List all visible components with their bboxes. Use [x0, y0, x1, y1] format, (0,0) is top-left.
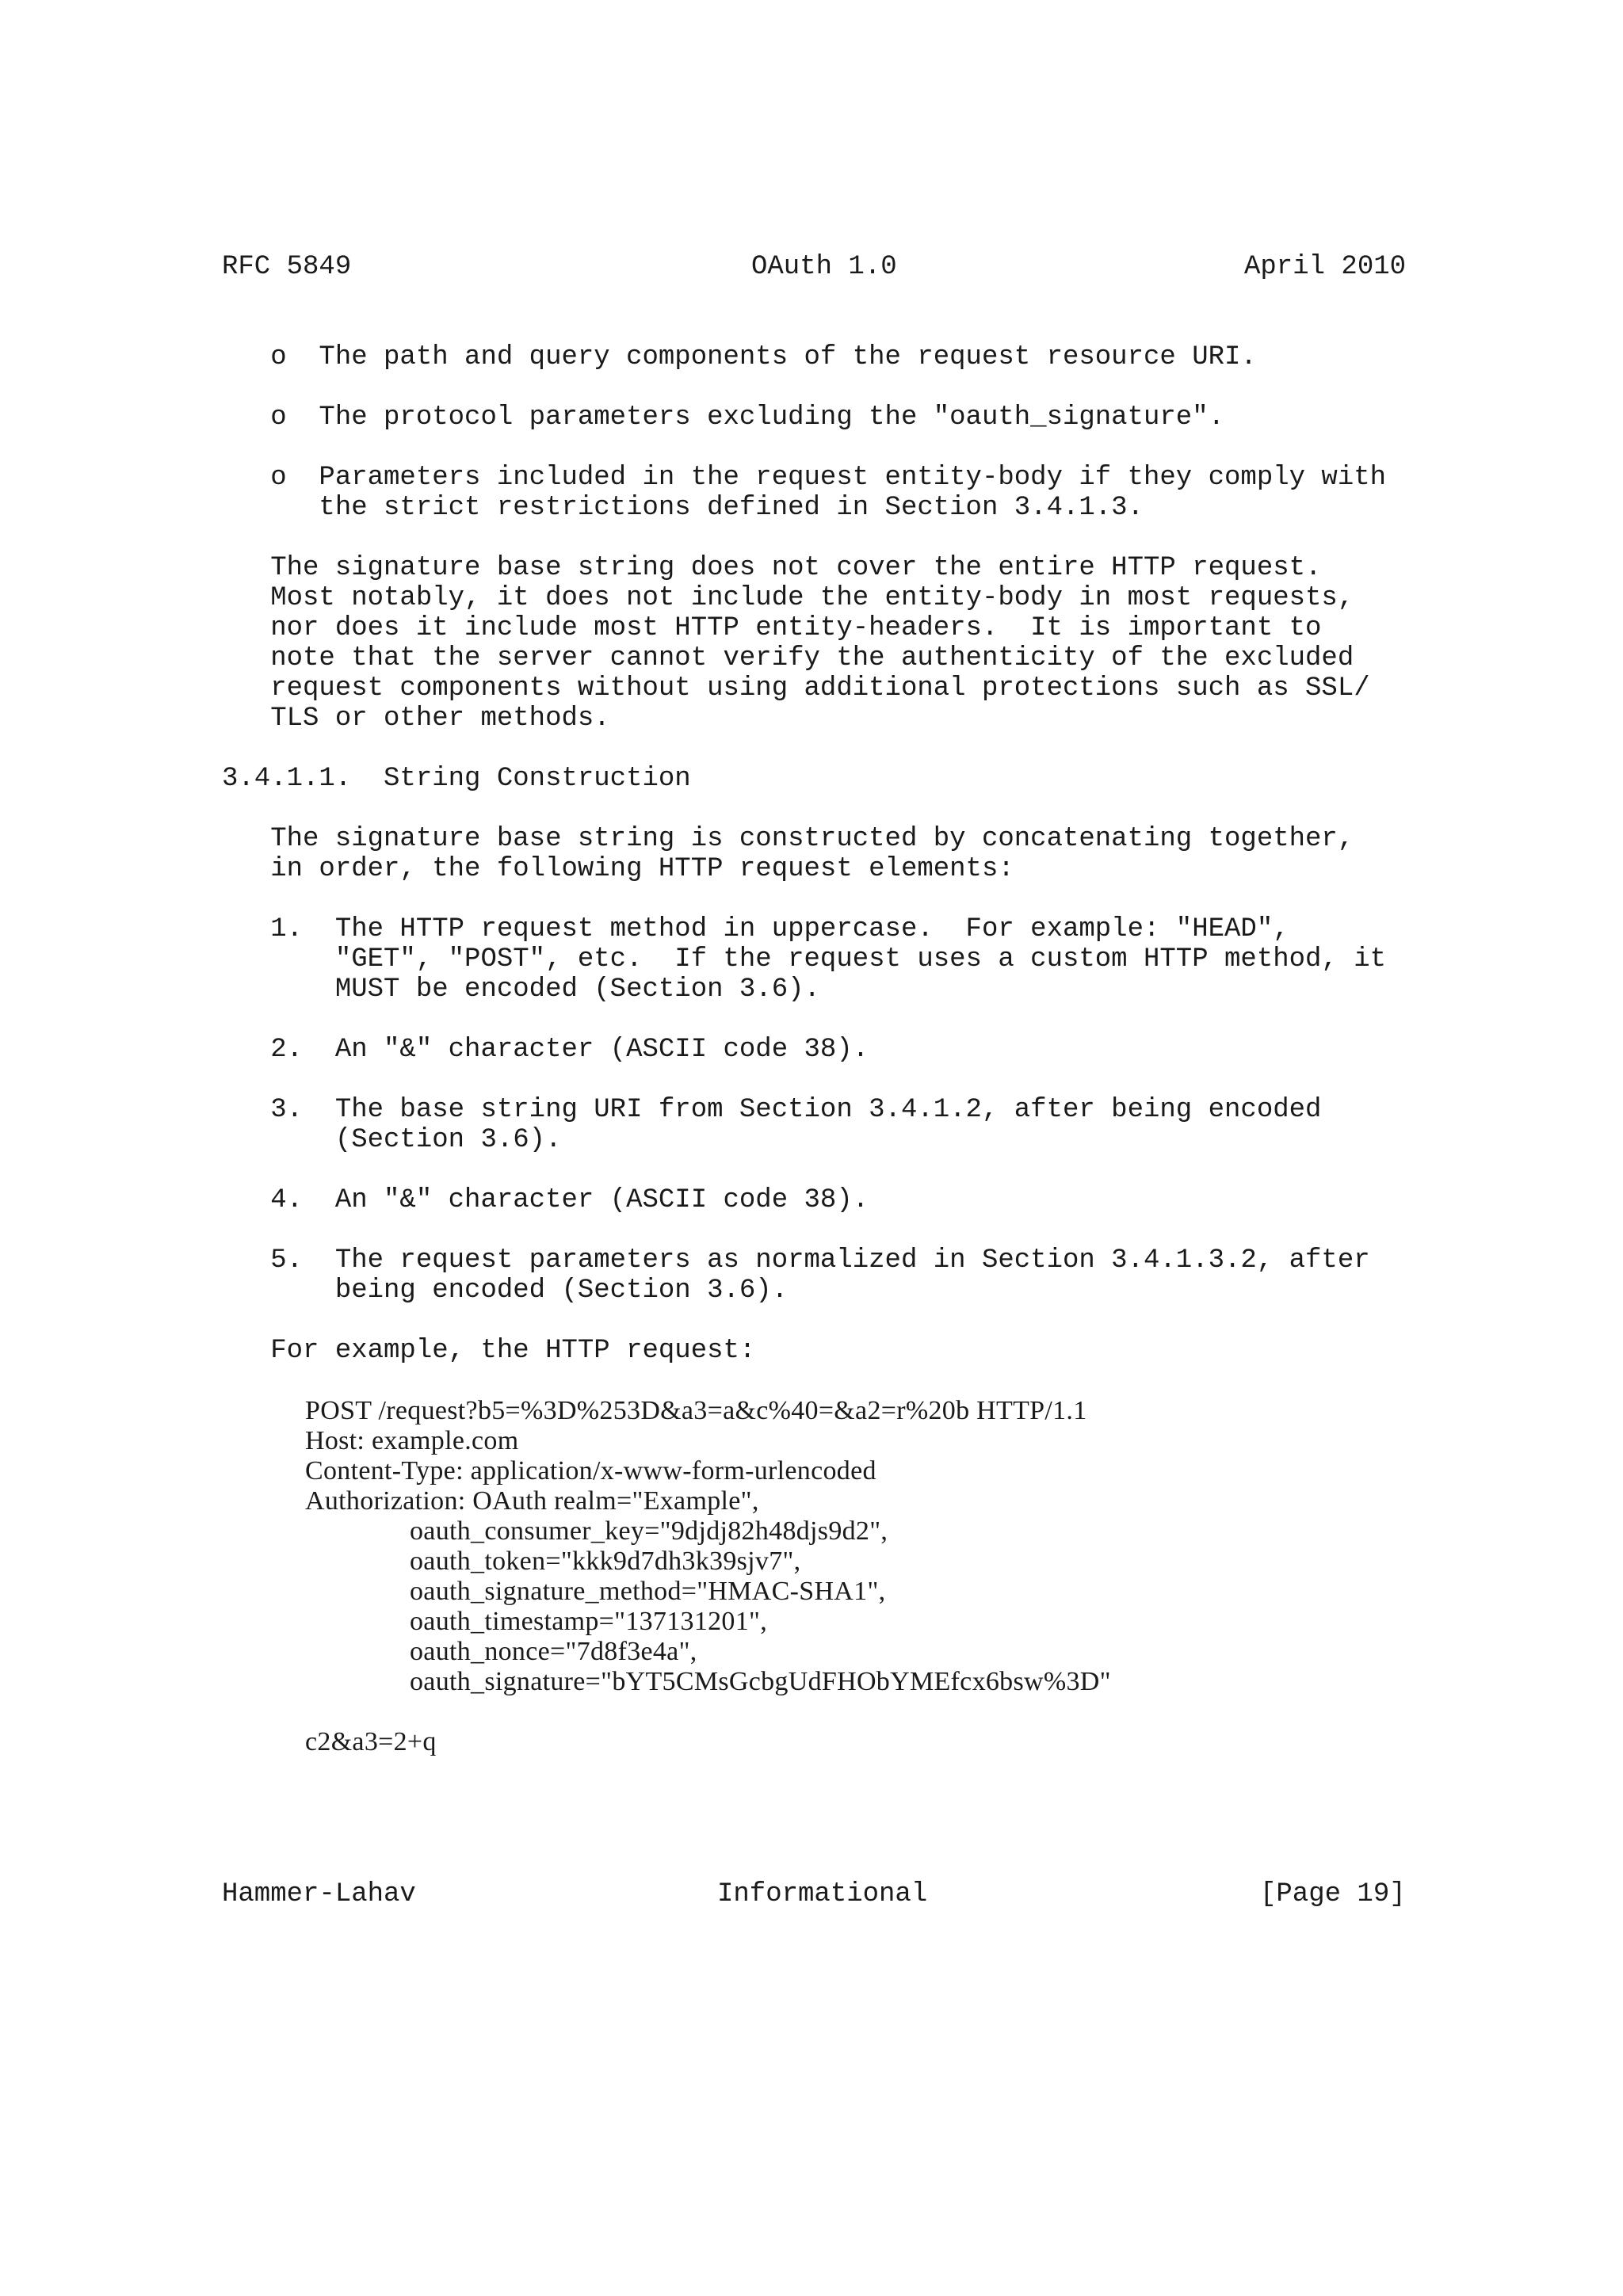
numbered-item-2: 2. An "&" character (ASCII code 38).: [222, 1035, 869, 1065]
code-auth-param: oauth_consumer_key="9djdj82h48djs9d2",: [305, 1516, 888, 1546]
header-title: OAuth 1.0: [751, 252, 897, 282]
numbered-item-3-cont: (Section 3.6).: [222, 1125, 562, 1155]
paragraph-line: TLS or other methods.: [222, 704, 610, 734]
bullet-entity-body-line1: o Parameters included in the request entity-body if they comply with: [222, 463, 1387, 493]
code-host-line: Host: example.com: [305, 1426, 519, 1455]
header-date: April 2010: [1244, 252, 1407, 282]
code-authorization-line: Authorization: OAuth realm="Example",: [305, 1486, 759, 1516]
footer-category: Informational: [717, 1879, 928, 1909]
footer-page-number: [Page 19]: [1260, 1879, 1406, 1909]
numbered-item-5-cont: being encoded (Section 3.6).: [222, 1276, 789, 1306]
example-intro: For example, the HTTP request:: [222, 1336, 756, 1366]
paragraph-line: in order, the following HTTP request elements:: [222, 854, 1014, 884]
code-auth-param: oauth_token="kkk9d7dh3k39sjv7",: [305, 1547, 801, 1576]
code-auth-param: oauth_nonce="7d8f3e4a",: [305, 1637, 697, 1666]
numbered-item-4: 4. An "&" character (ASCII code 38).: [222, 1185, 869, 1215]
paragraph-line: The signature base string does not cover the entire HTTP request.: [222, 553, 1322, 583]
footer-author: Hammer-Lahav: [222, 1879, 416, 1909]
header-rfc-number: RFC 5849: [222, 252, 352, 282]
bullet-entity-body-line2: the strict restrictions defined in Section 3.4.1.3.: [222, 493, 1144, 523]
paragraph-line: Most notably, it does not include the entity-body in most requests,: [222, 583, 1354, 613]
paragraph-line: note that the server cannot verify the authenticity of the excluded: [222, 643, 1354, 673]
section-heading: 3.4.1.1. String Construction: [222, 764, 691, 794]
code-auth-param: oauth_signature="bYT5CMsGcbgUdFHObYMEfcx6bsw%3D": [305, 1667, 1111, 1696]
code-auth-param: oauth_signature_method="HMAC-SHA1",: [305, 1577, 886, 1606]
numbered-item-1: 1. The HTTP request method in uppercase. For example: "HEAD",: [222, 914, 1289, 944]
bullet-path-query: o The path and query components of the request resource URI.: [222, 342, 1257, 372]
numbered-item-3: 3. The base string URI from Section 3.4.1.2, after being encoded: [222, 1095, 1322, 1125]
numbered-item-1-cont: MUST be encoded (Section 3.6).: [222, 974, 820, 1005]
code-auth-param: oauth_timestamp="137131201",: [305, 1607, 768, 1636]
paragraph-line: nor does it include most HTTP entity-headers. It is important to: [222, 613, 1322, 643]
code-body-line: c2&a3=2+q: [305, 1727, 437, 1756]
paragraph-line: request components without using additional protections such as SSL/: [222, 673, 1370, 704]
paragraph-line: The signature base string is constructed by concatenating together,: [222, 824, 1354, 854]
numbered-item-1-cont: "GET", "POST", etc. If the request uses a custom HTTP method, it: [222, 944, 1387, 974]
numbered-item-5: 5. The request parameters as normalized in Section 3.4.1.3.2, after: [222, 1245, 1370, 1276]
code-request-line: POST /request?b5=%3D%253D&a3=a&c%40=&a2=r%20b HTTP/1.1: [305, 1396, 1087, 1425]
code-content-type-line: Content-Type: application/x-www-form-urlencoded: [305, 1456, 876, 1486]
bullet-protocol-parameters: o The protocol parameters excluding the "oauth_signature".: [222, 402, 1225, 433]
